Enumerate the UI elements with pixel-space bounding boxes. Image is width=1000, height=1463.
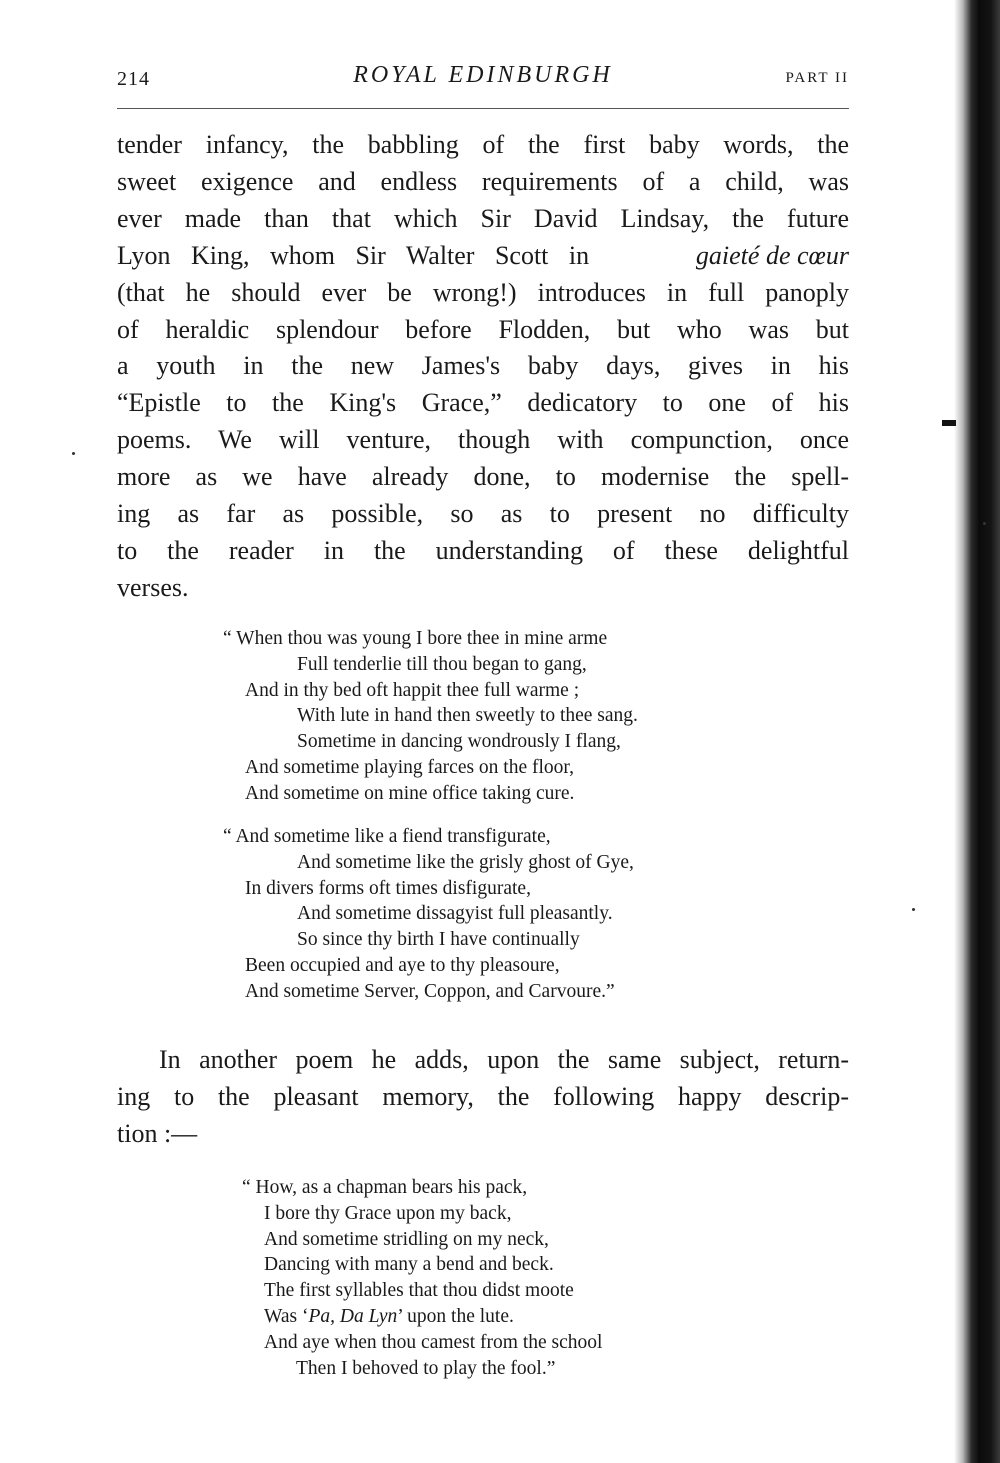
text-line: ing as far as possible, so as to present no difficulty <box>117 499 849 529</box>
running-title: ROYAL EDINBURGH <box>353 62 613 88</box>
verse-line-italic-mix <box>264 1304 602 1330</box>
verse-line: So since thy birth I have continually <box>297 929 580 951</box>
verse-line: Full tenderlie till thou began to gang, <box>297 653 587 675</box>
header-rule <box>117 108 849 109</box>
verse-line: And sometime stridling on my neck, <box>264 1228 549 1250</box>
binding-edge <box>954 0 1000 1463</box>
verse-line: I bore thy Grace upon my back, <box>264 1202 512 1224</box>
running-head <box>117 62 849 92</box>
text-line: sweet exigence and endless requirements of a child, was <box>117 166 849 196</box>
text-line: ever made than that which Sir David Lindsay, the future <box>117 203 849 233</box>
verse-1-stanza-2 <box>223 824 634 1005</box>
verse-fragment: Was ‘ <box>264 1305 309 1327</box>
text-line: In another poem he adds, upon the same subject, return- <box>159 1045 849 1074</box>
page-speck <box>983 522 986 525</box>
paragraph-1 <box>117 127 849 607</box>
text-line: Lyon King, whom Sir Walter Scott in <box>117 240 590 270</box>
verse-line: “ When thou was young I bore thee in mine arme <box>223 628 608 649</box>
text-line: to the reader in the understanding of these delightful <box>117 535 849 565</box>
text-line: a youth in the new James's baby days, gives in his <box>117 351 849 381</box>
verse-line: And aye when thou camest from the school <box>264 1331 603 1353</box>
verse-line: Then I behoved to play the fool.” <box>296 1357 556 1379</box>
verse-line: And in thy bed oft happit thee full warme ; <box>245 679 580 701</box>
verse-line: The first syllables that thou didst moote <box>264 1280 574 1302</box>
verse-line: And sometime like the grisly ghost of Gye, <box>297 851 634 873</box>
page-speck <box>912 908 915 911</box>
edge-mark <box>942 420 956 426</box>
verse-fragment: ’ upon the lute. <box>397 1305 514 1327</box>
verse-line: In divers forms oft times disfigurate, <box>245 877 531 899</box>
text-line: tion :— <box>117 1118 198 1148</box>
verse-line: “ And sometime like a fiend transfigurate, <box>223 826 551 847</box>
verse-line: Been occupied and aye to thy pleasoure, <box>245 954 560 976</box>
verse-1-stanza-1 <box>223 626 638 807</box>
italic-words: Pa, Da Lyn <box>308 1305 398 1327</box>
text-line-with-italic <box>117 238 849 275</box>
verse-line: Sometime in dancing wondrously I flang, <box>297 731 621 753</box>
verse-line: “ How, as a chapman bears his pack, <box>242 1177 528 1198</box>
page-number: 214 <box>117 68 150 90</box>
verse-line: And sometime Server, Coppon, and Carvoure.” <box>245 980 615 1002</box>
verse-line: With lute in hand then sweetly to thee sang. <box>297 705 638 727</box>
verse-line: And sometime dissagyist full pleasantly. <box>297 903 613 925</box>
text-line: (that he should ever be wrong!) introduces in full panoply <box>117 277 849 307</box>
text-line: ing to the pleasant memory, the following happy descrip- <box>117 1081 849 1111</box>
page-speck <box>72 452 75 455</box>
text-line: more as we have already done, to modernise the spell- <box>117 462 849 492</box>
text-line: tender infancy, the babbling of the first baby words, the <box>117 130 849 159</box>
text-line: of heraldic splendour before Flodden, but who was but <box>117 314 849 344</box>
part-label: PART II <box>785 70 849 86</box>
italic-phrase: gaieté de cœur <box>695 240 849 270</box>
text-line: poems. We will venture, though with compunction, once <box>117 425 849 455</box>
text-line: verses. <box>117 572 189 602</box>
verse-line: And sometime playing farces on the floor, <box>245 756 575 778</box>
verse-line: Dancing with many a bend and beck. <box>264 1254 554 1276</box>
verse-2 <box>242 1175 603 1381</box>
verse-line: And sometime on mine office taking cure. <box>245 782 575 804</box>
paragraph-2 <box>117 1042 849 1153</box>
text-line: “Epistle to the King's Grace,” dedicatory to one of his <box>117 388 849 418</box>
